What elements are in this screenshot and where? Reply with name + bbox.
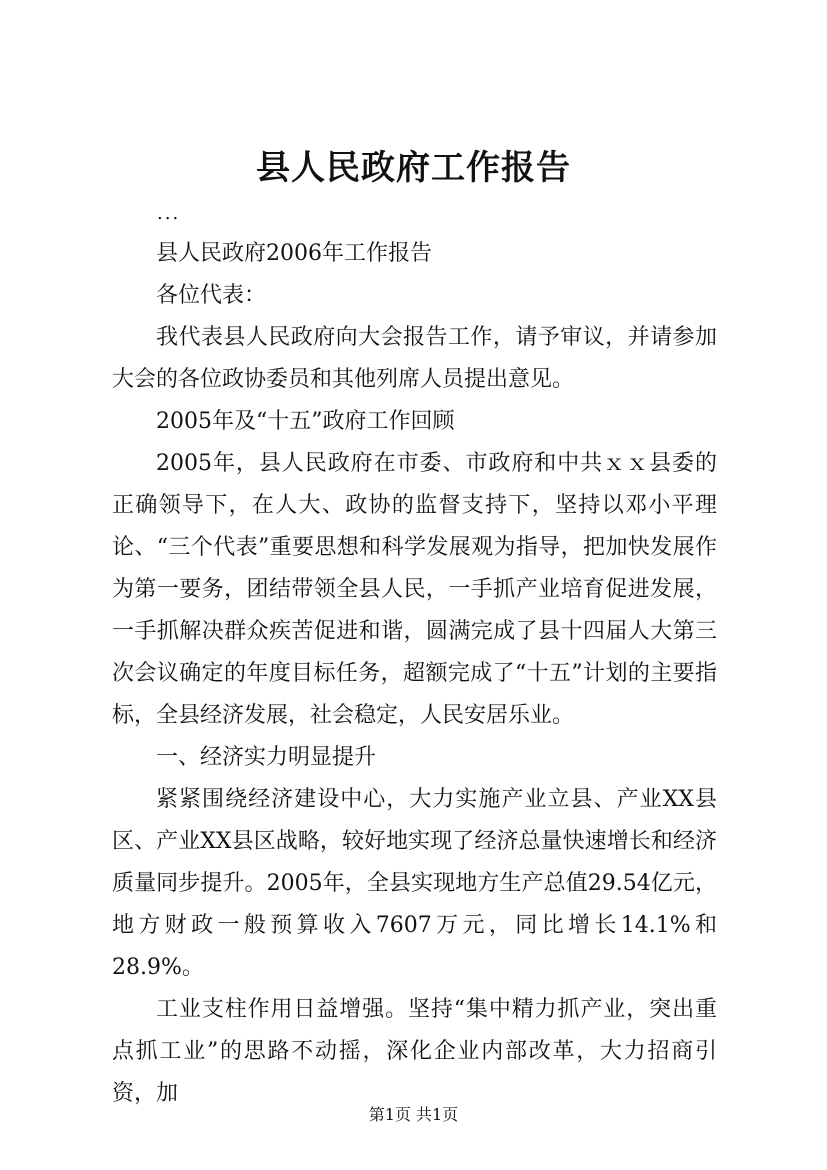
section-heading-economy: 一、经济实力明显提升 [156, 745, 377, 770]
salutation: 各位代表： [156, 283, 267, 308]
ellipsis-marker: ... [157, 203, 181, 224]
document-body [112, 233, 717, 1115]
report-subtitle: 县人民政府2006年工作报告 [156, 241, 432, 266]
paragraph-industry: 工业支柱作用日益增强。坚持“集中精力抓产业，突出重点抓工业”的思路不动摇，深化企业内部改革，大力招商引资，加 [112, 997, 717, 1106]
page-footer: 第1页 共1页 [368, 1105, 459, 1124]
section-heading-review: 2005年及“十五”政府工作回顾 [156, 409, 455, 434]
document-title: 县人民政府工作报告 [256, 148, 571, 188]
paragraph-intro: 我代表县人民政府向大会报告工作，请予审议，并请参加大会的各位政协委员和其他列席人员提出意见。 [112, 325, 717, 392]
paragraph-review: 2005年，县人民政府在市委、市政府和中共ｘｘ县委的正确领导下，在人大、政协的监督支持下，坚持以邓小平理论、“三个代表”重要思想和科学发展观为指导，把加快发展作为第一要务，团结带领全县人民，一手抓产业培育促进发展，一手抓解决群众疾苦促进和谐，圆满完成了县十四届人大第三次会议确定的年度目标任务，超额完成了“十五”计划的主要指标，全县经济发展，社会稳定，人民安居乐业。 [112, 451, 717, 728]
paragraph-economy: 紧紧围绕经济建设中心，大力实施产业立县、产业XX县区、产业XX县区战略，较好地实现了经济总量快速增长和经济质量同步提升。2005年，全县实现地方生产总值29.54亿元，地方财政一般预算收入7607万元，同比增长14.1%和28.9%。 [112, 787, 717, 980]
